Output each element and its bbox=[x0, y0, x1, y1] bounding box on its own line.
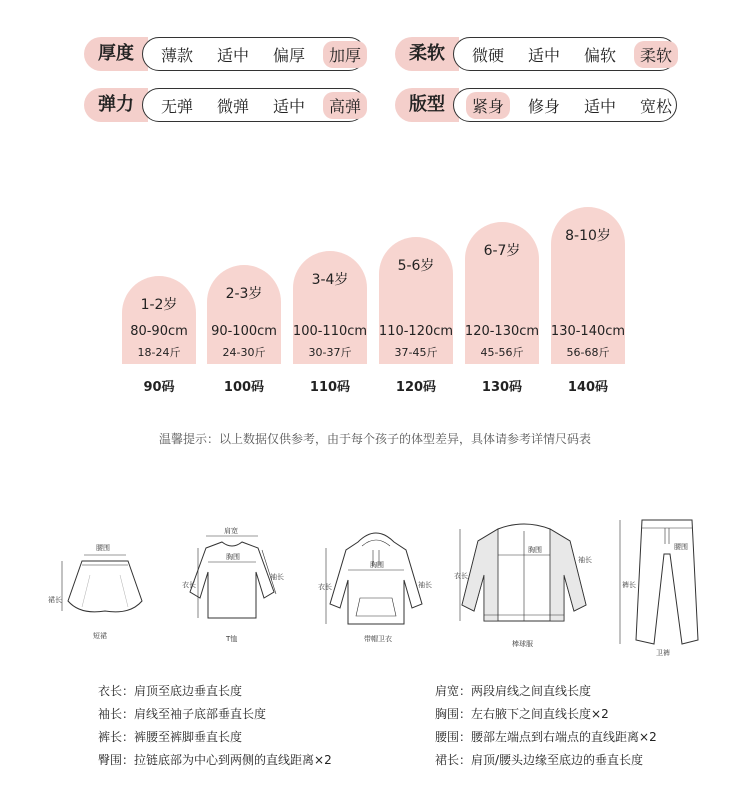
option: 适中 bbox=[528, 45, 561, 65]
size-weight: 45-56斤 bbox=[480, 346, 524, 359]
size-code: 140码 bbox=[567, 380, 609, 395]
legend-term: 胸围： bbox=[435, 707, 472, 721]
attr-options bbox=[142, 37, 366, 71]
legend-term: 腰围： bbox=[435, 730, 472, 744]
chest-label: 胸围 bbox=[370, 561, 384, 569]
legend-desc: 左右腋下之间直线长度×2 bbox=[471, 707, 609, 721]
chest-label: 胸围 bbox=[528, 546, 542, 554]
option: 偏软 bbox=[584, 45, 617, 65]
size-age: 2-3岁 bbox=[225, 286, 263, 302]
legend-item bbox=[98, 728, 242, 745]
size-tip: 温馨提示：以上数据仅供参考，由于每个孩子的体型差异，具体请参考详情尺码表 bbox=[158, 432, 591, 446]
length-label: 衣长 bbox=[454, 572, 468, 580]
legend-item bbox=[435, 751, 643, 768]
option: 无弹 bbox=[161, 96, 194, 116]
option: 薄款 bbox=[161, 45, 194, 65]
size-weight: 18-24斤 bbox=[137, 346, 181, 359]
length-label: 衣长 bbox=[318, 583, 332, 591]
option: 宽松 bbox=[640, 96, 673, 116]
legend-item bbox=[98, 751, 332, 768]
size-age: 3-4岁 bbox=[311, 272, 349, 288]
size-height: 100-110cm bbox=[292, 324, 368, 339]
size-code: 130码 bbox=[481, 380, 523, 395]
option-selected: 柔软 bbox=[634, 41, 678, 68]
sleeve-label: 袖长 bbox=[578, 556, 592, 564]
legend-term: 衣长： bbox=[98, 684, 135, 698]
size-height: 90-100cm bbox=[211, 324, 277, 339]
size-height: 110-120cm bbox=[378, 324, 454, 339]
garment-name: T恤 bbox=[226, 635, 238, 643]
garment-skirt bbox=[48, 535, 148, 645]
option: 微硬 bbox=[472, 45, 505, 65]
sleeve-label: 袖长 bbox=[418, 581, 432, 589]
attr-options bbox=[142, 88, 366, 122]
chest-label: 胸围 bbox=[226, 553, 240, 561]
size-height: 120-130cm bbox=[464, 324, 540, 339]
size-height: 80-90cm bbox=[130, 324, 188, 339]
attr-softness bbox=[395, 37, 677, 71]
size-code: 110码 bbox=[309, 380, 351, 395]
option-selected: 加厚 bbox=[323, 41, 367, 68]
legend-item bbox=[435, 682, 591, 699]
legend-desc: 肩顶至底边垂直长度 bbox=[134, 684, 243, 698]
attr-label: 版型 bbox=[395, 88, 459, 122]
legend-item bbox=[98, 705, 266, 722]
size-column-130 bbox=[465, 222, 539, 364]
legend-term: 裤长： bbox=[98, 730, 135, 744]
attr-options bbox=[453, 88, 677, 122]
size-age: 8-10岁 bbox=[565, 228, 611, 244]
size-column-100 bbox=[207, 265, 281, 364]
option: 适中 bbox=[584, 96, 617, 116]
option-selected: 高弹 bbox=[323, 92, 367, 119]
option: 适中 bbox=[217, 45, 250, 65]
waist-label: 腰围 bbox=[96, 544, 110, 552]
attr-options bbox=[453, 37, 677, 71]
size-column-90 bbox=[122, 276, 196, 364]
size-code: 90码 bbox=[143, 380, 175, 395]
length-label: 裤长 bbox=[622, 581, 636, 589]
length-label: 裙长 bbox=[48, 596, 62, 604]
garment-name: 短裙 bbox=[93, 632, 107, 640]
size-column-140 bbox=[551, 207, 625, 364]
size-height: 130-140cm bbox=[550, 324, 626, 339]
option: 偏厚 bbox=[273, 45, 306, 65]
size-weight: 37-45斤 bbox=[394, 346, 438, 359]
size-code: 100码 bbox=[223, 380, 265, 395]
attr-label: 柔软 bbox=[395, 37, 459, 71]
legend-desc: 拉链底部为中心到两侧的直线距离×2 bbox=[134, 753, 332, 767]
option: 适中 bbox=[273, 96, 306, 116]
option: 修身 bbox=[528, 96, 561, 116]
legend-term: 肩宽： bbox=[435, 684, 472, 698]
size-age: 5-6岁 bbox=[397, 258, 435, 274]
size-code: 120码 bbox=[395, 380, 437, 395]
legend-desc: 肩顶/腰头边缘至底边的垂直长度 bbox=[471, 753, 644, 767]
attr-elasticity bbox=[84, 88, 366, 122]
garment-name: 卫裤 bbox=[656, 649, 670, 657]
shoulder-label: 肩宽 bbox=[224, 527, 238, 535]
legend-term: 袖长： bbox=[98, 707, 135, 721]
size-column-120 bbox=[379, 237, 453, 364]
legend-desc: 两段肩线之间直线长度 bbox=[471, 684, 592, 698]
hoodie-drawing bbox=[318, 520, 433, 648]
garment-name: 带帽卫衣 bbox=[364, 635, 392, 643]
size-weight: 24-30斤 bbox=[222, 346, 266, 359]
size-weight: 56-68斤 bbox=[566, 346, 610, 359]
garment-tshirt bbox=[176, 522, 288, 646]
legend-desc: 腰部左端点到右端点的直线距离×2 bbox=[471, 730, 657, 744]
garment-baseball-jacket bbox=[454, 515, 594, 651]
size-age: 6-7岁 bbox=[483, 243, 521, 259]
legend-desc: 裤腰至裤脚垂直长度 bbox=[134, 730, 243, 744]
garment-hoodie bbox=[318, 520, 433, 648]
size-age: 1-2岁 bbox=[140, 297, 178, 313]
garment-sweatpants bbox=[612, 510, 712, 660]
attr-thickness bbox=[84, 37, 366, 71]
legend-term: 裙长： bbox=[435, 753, 472, 767]
waist-label: 腰围 bbox=[674, 543, 688, 551]
attr-label: 厚度 bbox=[84, 37, 148, 71]
legend-desc: 肩线至袖子底部垂直长度 bbox=[134, 707, 267, 721]
option: 微弹 bbox=[217, 96, 250, 116]
jacket-drawing bbox=[454, 515, 594, 651]
attr-fit bbox=[395, 88, 677, 122]
option-selected: 紧身 bbox=[466, 92, 510, 119]
garment-name: 棒球服 bbox=[512, 640, 533, 648]
attr-label: 弹力 bbox=[84, 88, 148, 122]
length-label: 衣长 bbox=[182, 581, 196, 589]
sleeve-label: 袖长 bbox=[270, 573, 284, 581]
legend-item bbox=[435, 705, 609, 722]
legend-item bbox=[98, 682, 242, 699]
legend-term: 臀围： bbox=[98, 753, 135, 767]
legend-item bbox=[435, 728, 657, 745]
size-weight: 30-37斤 bbox=[308, 346, 352, 359]
size-column-110 bbox=[293, 251, 367, 364]
